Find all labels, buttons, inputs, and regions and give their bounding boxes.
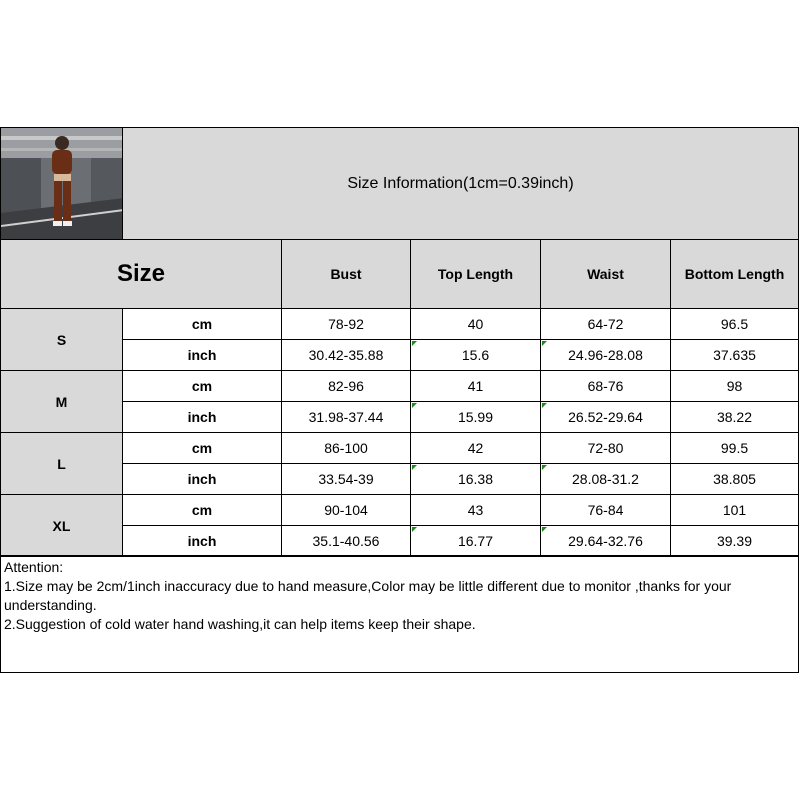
size-chart (0, 127, 799, 673)
cell-marker-icon (542, 527, 547, 532)
size-label-cell (0, 308, 123, 371)
cell-value: 38.805 (713, 471, 756, 487)
cell-value: 64-72 (587, 316, 624, 332)
table-cell (540, 308, 671, 340)
cell-value: 96.5 (720, 316, 749, 332)
table-cell (281, 308, 411, 340)
cell-value: 15.99 (457, 409, 494, 425)
table-cell (281, 494, 411, 526)
unit-cell-inch (122, 401, 282, 433)
unit-label: inch (187, 533, 217, 549)
size-header-cell (0, 239, 282, 309)
cell-value: 86-100 (324, 440, 368, 456)
table-cell (540, 401, 671, 433)
size-label: M (55, 393, 68, 410)
unit-cell-cm (122, 370, 282, 402)
unit-label: cm (191, 378, 213, 394)
cell-value: 16.77 (457, 533, 494, 549)
cell-value: 43 (467, 502, 484, 518)
cell-value: 16.38 (457, 471, 494, 487)
unit-label: cm (191, 440, 213, 456)
size-label-cell (0, 494, 123, 557)
column-header-label: Waist (587, 266, 624, 282)
unit-cell-cm (122, 432, 282, 464)
size-header: Size (116, 260, 166, 287)
size-label-cell (0, 432, 123, 495)
cell-value: 29.64-32.76 (568, 533, 643, 549)
unit-cell-inch (122, 525, 282, 557)
size-label: XL (52, 517, 71, 534)
table-cell (670, 432, 799, 464)
cell-value: 39.39 (716, 533, 753, 549)
unit-cell-inch (122, 339, 282, 371)
cell-value: 26.52-29.64 (568, 409, 643, 425)
model-photo (0, 127, 123, 240)
cell-value: 99.5 (720, 440, 749, 456)
column-header-label: Bottom Length (684, 266, 785, 282)
table-cell (670, 463, 799, 495)
column-header-label: Bust (330, 266, 362, 282)
cell-value: 31.98-37.44 (308, 409, 384, 425)
cell-marker-icon (542, 465, 547, 470)
table-cell (540, 339, 671, 371)
table-cell (540, 370, 671, 402)
table-cell (410, 370, 541, 402)
size-label: S (56, 331, 67, 348)
table-cell (410, 494, 541, 526)
unit-label: cm (191, 502, 213, 518)
cell-value: 68-76 (587, 378, 624, 394)
column-header-label: Top Length (437, 266, 514, 282)
table-cell (281, 432, 411, 464)
cell-value: 38.22 (716, 409, 753, 425)
table-cell (410, 463, 541, 495)
table-cell (670, 339, 799, 371)
table-cell (410, 339, 541, 371)
cell-marker-icon (412, 341, 417, 346)
table-cell (281, 525, 411, 557)
unit-label: inch (187, 347, 217, 363)
table-cell (670, 494, 799, 526)
cell-value: 78-92 (328, 316, 364, 332)
table-cell (670, 370, 799, 402)
page-title: Size Information(1cm=0.39inch) (347, 174, 574, 192)
title-cell (122, 127, 799, 240)
notes-line-1: 1.Size may be 2cm/1inch inaccuracy due to hand measure,Color may be little different due to monitor ,thanks for your understanding. (4, 578, 732, 613)
cell-value: 101 (722, 502, 747, 518)
cell-value: 42 (467, 440, 484, 456)
cell-value: 76-84 (587, 502, 624, 518)
cell-value: 98 (726, 378, 743, 394)
column-header-bust (281, 239, 411, 309)
notes-line-2: 2.Suggestion of cold water hand washing,it can help items keep their shape. (4, 616, 476, 632)
unit-cell-cm (122, 494, 282, 526)
attention-notes (0, 555, 799, 673)
unit-label: inch (187, 471, 217, 487)
cell-value: 37.635 (713, 347, 756, 363)
table-cell (410, 525, 541, 557)
table-cell (281, 463, 411, 495)
table-cell (281, 370, 411, 402)
table-cell (281, 339, 411, 371)
cell-marker-icon (542, 403, 547, 408)
cell-value: 30.42-35.88 (308, 347, 384, 363)
column-header-waist (540, 239, 671, 309)
notes-heading: Attention: (4, 559, 64, 575)
cell-value: 40 (467, 316, 484, 332)
cell-marker-icon (412, 527, 417, 532)
size-label: L (57, 455, 66, 472)
cell-marker-icon (412, 465, 417, 470)
cell-marker-icon (412, 403, 417, 408)
table-cell (670, 401, 799, 433)
cell-value: 33.54-39 (318, 471, 374, 487)
unit-label: inch (187, 409, 217, 425)
cell-value: 15.6 (461, 347, 490, 363)
model-photo-icon (1, 128, 123, 240)
size-label-cell (0, 370, 123, 433)
cell-value: 72-80 (587, 440, 624, 456)
table-cell (410, 401, 541, 433)
unit-cell-cm (122, 308, 282, 340)
table-cell (410, 308, 541, 340)
unit-label: cm (191, 316, 213, 332)
cell-marker-icon (542, 341, 547, 346)
table-cell (670, 308, 799, 340)
table-cell (281, 401, 411, 433)
cell-value: 28.08-31.2 (572, 471, 639, 487)
table-cell (540, 463, 671, 495)
cell-value: 82-96 (328, 378, 364, 394)
cell-value: 41 (467, 378, 484, 394)
table-cell (540, 525, 671, 557)
cell-value: 90-104 (324, 502, 368, 518)
table-cell (540, 432, 671, 464)
column-header-bottom-length (670, 239, 799, 309)
table-cell (410, 432, 541, 464)
table-cell (670, 525, 799, 557)
table-cell (540, 494, 671, 526)
cell-value: 35.1-40.56 (312, 533, 380, 549)
column-header-top-length (410, 239, 541, 309)
unit-cell-inch (122, 463, 282, 495)
cell-value: 24.96-28.08 (568, 347, 643, 363)
